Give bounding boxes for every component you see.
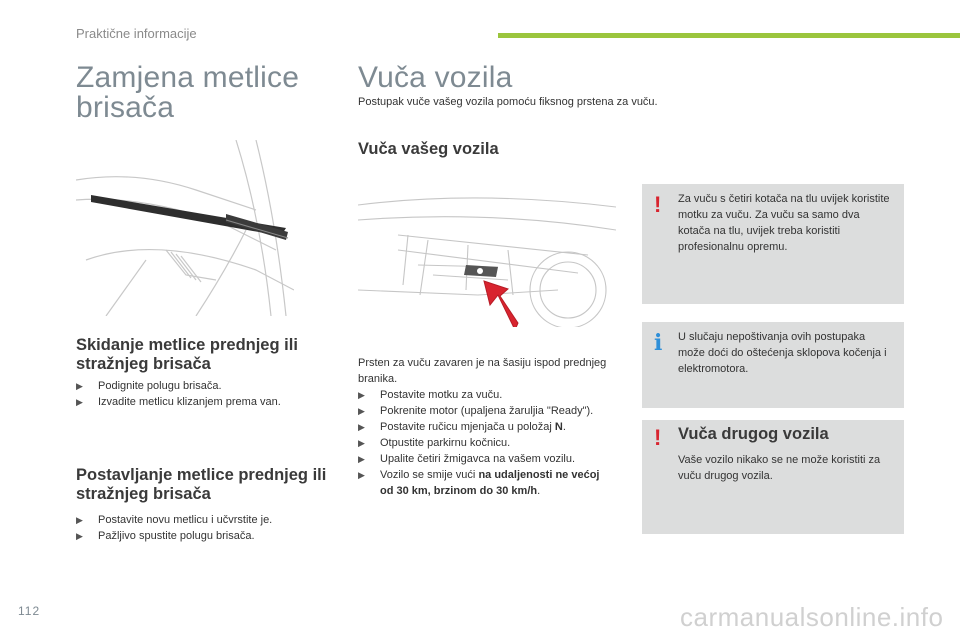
bullet-icon: ▶ [358,422,365,432]
towing-ring-illustration [358,195,616,327]
list-item: ▶ Izvadite metlicu klizanjem prema van. [76,396,281,408]
bullet-icon: ▶ [76,397,83,407]
section-label: Praktične informacije [76,26,197,41]
list-item: ▶ Otpustite parkirnu kočnicu. [358,437,511,449]
bullet-icon: ▶ [76,515,83,525]
tow-other-vehicle-heading: Vuča drugog vozila [678,425,829,443]
list-item: ▶ Pažljivo spustite polugu brisača. [76,530,255,542]
towing-title: Vuča vozila [358,61,513,94]
towing-intro: Prsten za vuču zavaren je na šasiju ispod prednjeg branika. [358,357,607,385]
info-icon: i [654,330,663,356]
page-number: 112 [18,604,41,618]
gear-position: N [554,421,563,433]
warning-text: Za vuču s četiri kotača na tlu uvijek koristite motku za vuču. Za vuču sa samo dva kotača na tlu, uvijek treba koristiti profesionalnu opremu. [678,193,890,253]
distance-limit: na udaljenosti ne većoj od 30 km, brzinom do 30 km/h [380,469,600,497]
list-item: ▶ Upalite četiri žmigavca na vašem vozilu. [358,453,576,465]
list-item: ▶ Postavite ručicu mjenjača u položaj N. [358,421,566,433]
bullet-icon: ▶ [358,406,365,416]
bullet-icon: ▶ [358,390,365,400]
install-wiper-heading: Postavljanje metlice prednjeg ili stražnjeg brisača [76,466,327,503]
bullet-icon: ▶ [358,438,365,448]
towing-subtitle: Postupak vuče vašeg vozila pomoću fiksnog prstena za vuču. [358,96,658,108]
towing-steps [358,387,613,499]
towing-drawing [358,195,616,327]
bullet-icon: ▶ [358,454,365,464]
tow-your-vehicle-heading: Vuča vašeg vozila [358,140,499,158]
warning-icon: ! [654,425,662,450]
bullet-icon: ▶ [358,470,365,480]
info-text: U slučaju nepoštivanja ovih postupaka može doći do oštećenja sklopova kočenja i elektromotora. [678,331,887,375]
wiper-illustration [76,140,294,316]
list-item: ▶ Postavite motku za vuču. [358,389,503,401]
towing-procedure [358,355,613,499]
tow-other-vehicle-text: Vaše vozilo nikako se ne može koristiti za vuču drugog vozila. [678,454,881,482]
warning-box-other-vehicle [642,420,904,534]
list-item: ▶ Postavite novu metlicu i učvrstite je. [76,514,273,526]
list-item: ▶ Podignite polugu brisača. [76,380,222,392]
warning-icon: ! [654,192,662,217]
list-item: ▶ Vozilo se smije vući na udaljenosti ne većoj od 30 km, brzinom do 30 km/h. [358,469,600,497]
install-wiper-steps [76,512,346,544]
remove-wiper-steps [76,378,346,410]
remove-wiper-heading: Skidanje metlice prednjeg ili stražnjeg brisača [76,336,298,373]
arrow-icon [484,281,518,327]
bullet-icon: ▶ [76,531,83,541]
wiper-drawing [76,140,294,316]
warning-box-towing [642,184,904,304]
header-accent-bar [498,33,960,38]
wiper-title: Zamjena metlice brisača [76,61,300,124]
list-item: ▶ Pokrenite motor (upaljena žaruljia "Ready"). [358,405,594,417]
watermark: carmanualsonline.info [680,602,944,632]
bullet-icon: ▶ [76,381,83,391]
info-box [642,322,904,408]
